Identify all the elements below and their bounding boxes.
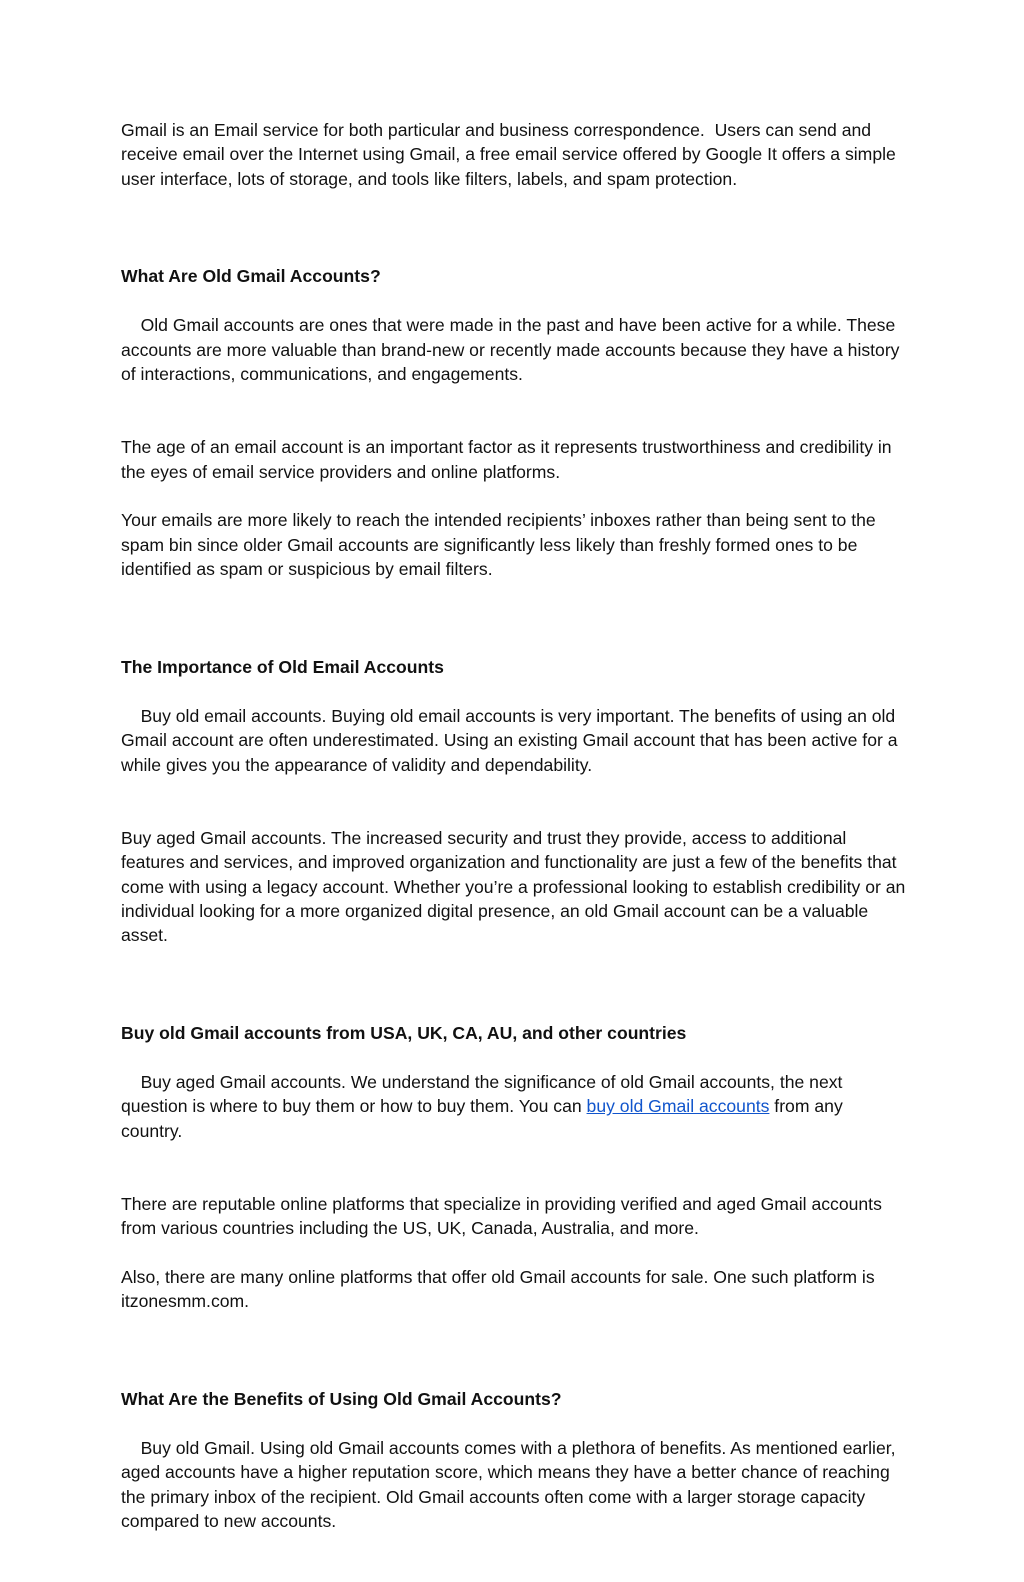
section-old-gmail-accounts [121,216,906,411]
section-paragraph-start: Buy aged Gmail accounts. We understand the significance of old Gmail accounts, the next question is where to buy them or how to buy them. You can [121,1071,848,1117]
section-heading: What Are Old Gmail Accounts? [121,266,381,287]
section-importance [121,606,906,801]
section-heading: Buy old Gmail accounts from USA, UK, CA, AU, and other countries [121,1022,687,1043]
section-benefits [121,1338,906,1558]
section-buy-by-country [121,972,906,1167]
paragraph-reputable-platforms: There are reputable online platforms that specialize in providing verified and aged Gmail accounts from various countries including the US, UK, Canada, Australia, and more. [121,1193,887,1239]
buy-old-gmail-accounts-link[interactable]: buy old Gmail accounts [586,1096,770,1117]
paragraph-account-age: The age of an email account is an important factor as it represents trustworthiness and credibility in the eyes of email service providers and online platforms. [121,437,897,482]
section-paragraph: Buy old email accounts. Buying old email accounts is very important. The benefits of using an old Gmail account are often underestimated. Using an existing Gmail account that has been active for a while gives you the appearance of validity and dependability. [121,705,903,775]
intro-paragraph: Gmail is an Email service for both particular and business correspondence. Users can send and receive email over the Internet using Gmail, a free email service offered by Google It offers a simple user interface, lots of storage, and tools like filters, labels, and spam protection. [121,120,901,189]
section-paragraph: Buy old Gmail. Using old Gmail accounts comes with a plethora of benefits. As mentioned earlier, aged accounts have a higher reputation score, which means they have a better chance of reaching the primary inbox of the recipient. Old Gmail accounts often come with a larger storage capacity compared to new accounts. [121,1437,901,1532]
paragraph-platform-example: Also, there are many online platforms that offer old Gmail accounts for sale. One such platform is itzonesmm.com. [121,1266,880,1312]
paragraph-spam-filters: Your emails are more likely to reach the intended recipients’ inboxes rather than being sent to the spam bin since older Gmail accounts are significantly less likely than freshly formed ones to be identified as spam or suspicious by email filters. [121,510,881,580]
document-page [121,118,911,1582]
paragraph-aged-accounts: Buy aged Gmail accounts. The increased security and trust they provide, access to additional features and services, and improved organization and functionality are just a few of the benefits that come with using a legacy account. Whether you’re a professional looking to establish credibility or an individual looking for a more organized digital presence, an old Gmail account can be a valuable asset. [121,827,911,946]
section-heading: The Importance of Old Email Accounts [121,656,444,677]
section-paragraph: Old Gmail accounts are ones that were made in the past and have been active for a while. These accounts are more valuable than brand-new or recently made accounts because they have a history of interactions, communications, and engagements. [121,315,905,385]
section-paragraph-end: from any country. [121,1096,848,1141]
section-heading: What Are the Benefits of Using Old Gmail Accounts? [121,1388,562,1409]
